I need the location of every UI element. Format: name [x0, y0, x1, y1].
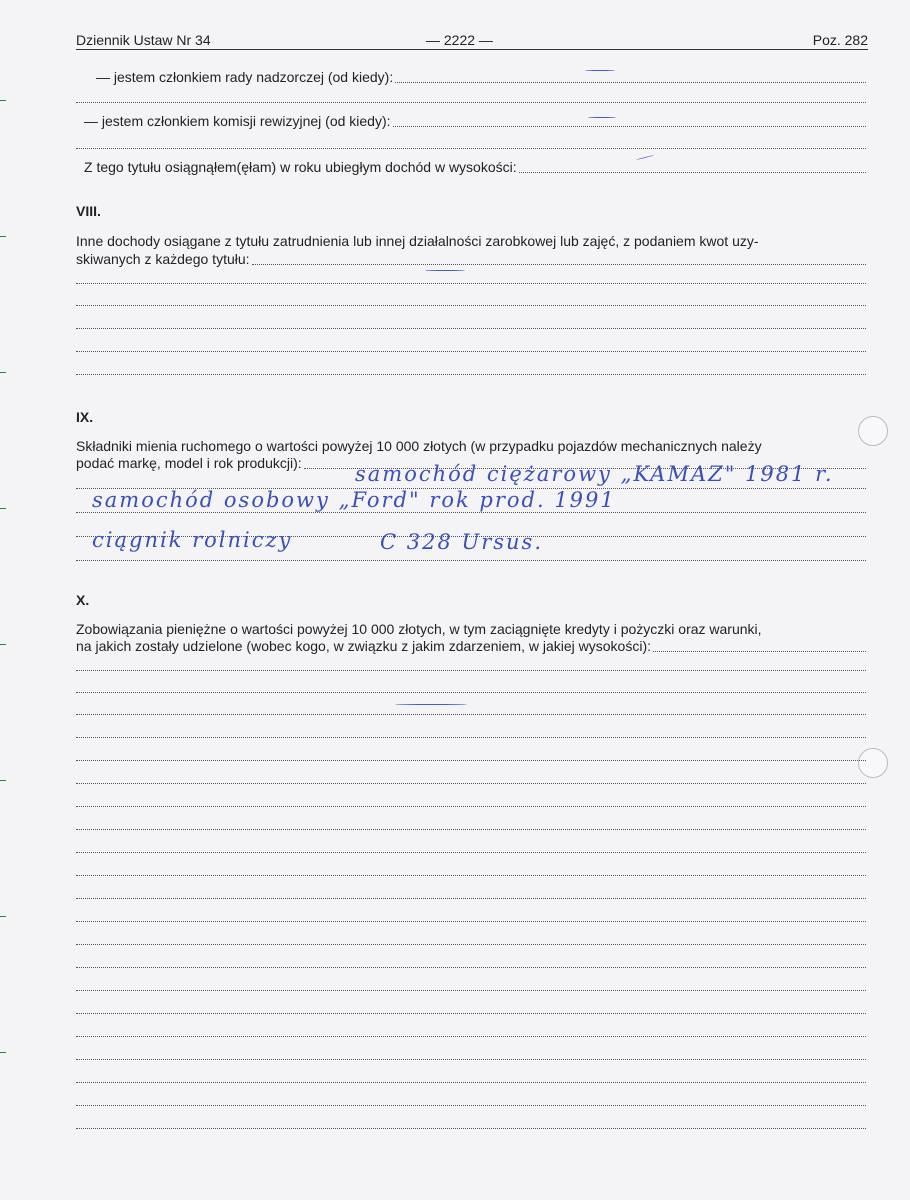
supervisory-board-row [96, 68, 866, 86]
edge-mark [0, 372, 6, 373]
fill-line[interactable] [76, 783, 866, 784]
fill-line[interactable] [76, 1105, 866, 1106]
handwritten-car: samochód osobowy „Ford" rok prod. 1991 [92, 488, 616, 512]
fill-line[interactable] [76, 670, 866, 671]
fill-line[interactable] [76, 737, 866, 738]
edge-mark [0, 236, 6, 237]
fill-line[interactable] [76, 944, 866, 945]
fill-line[interactable] [76, 560, 866, 561]
fill-line[interactable] [76, 328, 866, 329]
edge-mark [0, 916, 6, 917]
fill-line[interactable] [76, 990, 866, 991]
edge-mark [0, 508, 6, 509]
fill-line[interactable] [76, 374, 866, 375]
section-ix-text-line1: Składniki mienia ruchomego o wartości powyżej 10 000 złotych (w przypadku pojazdów mechanicznych należy [76, 438, 762, 454]
fill-line[interactable] [395, 68, 866, 83]
income-row [84, 158, 866, 176]
section-x-text-line2: na jakich zostały udzielone (wobec kogo, w związku z jakim zdarzeniem, w jakiej wysokości): [76, 638, 652, 654]
ink-dash [588, 117, 616, 118]
section-ix-text-line2: podać markę, model i rok produkcji): [76, 455, 302, 471]
fill-line[interactable] [76, 806, 866, 807]
edge-mark [0, 780, 6, 781]
fill-line[interactable] [76, 102, 866, 103]
fill-line[interactable] [76, 283, 866, 284]
section-x-text-row2 [76, 637, 866, 655]
fill-line[interactable] [76, 852, 866, 853]
section-heading-x: X. [76, 592, 90, 608]
fill-line[interactable] [519, 158, 866, 173]
section-x-text-line1: Zobowiązania pieniężne o wartości powyżej 10 000 złotych, w tym zaciągnięte kredyty i pożyczki oraz warunki, [76, 621, 762, 637]
fill-line[interactable] [76, 875, 866, 876]
fill-line[interactable] [76, 351, 866, 352]
page-number: — 2222 — [426, 32, 493, 48]
punch-hole [858, 748, 888, 778]
position-number: Poz. 282 [812, 32, 868, 48]
fill-line[interactable] [76, 1013, 866, 1014]
section-viii-text-line1: Inne dochody osiągane z tytułu zatrudnienia lub innej działalności zarobkowej lub zajęć, z podaniem kwot uzy- [76, 233, 759, 249]
handwritten-tractor-model: C 328 Ursus. [380, 530, 543, 554]
section-viii-text-row2 [76, 250, 866, 268]
fill-line[interactable] [76, 1036, 866, 1037]
ink-dash [585, 70, 615, 71]
supervisory-board-label: — jestem członkiem rady nadzorczej (od kiedy): [96, 69, 394, 85]
fill-line[interactable] [76, 148, 866, 149]
fill-line[interactable] [252, 250, 866, 265]
section-viii-text-line2: skiwanych z każdego tytułu: [76, 251, 250, 267]
journal-title: Dziennik Ustaw Nr 34 [76, 32, 211, 48]
section-heading-viii: VIII. [76, 203, 101, 219]
fill-line[interactable] [393, 112, 866, 127]
fill-line[interactable] [76, 921, 866, 922]
edge-mark [0, 644, 6, 645]
page-header [76, 28, 868, 50]
fill-line[interactable] [76, 829, 866, 830]
audit-committee-row [84, 112, 866, 130]
fill-line[interactable] [76, 1082, 866, 1083]
fill-line[interactable] [76, 692, 866, 693]
handwritten-truck: samochód ciężarowy „KAMAZ" 1981 r. [355, 462, 834, 486]
fill-line[interactable] [76, 967, 866, 968]
edge-mark [0, 100, 6, 101]
fill-line[interactable] [76, 760, 866, 761]
handwritten-tractor: ciągnik rolniczy [92, 528, 293, 552]
audit-committee-label: — jestem członkiem komisji rewizyjnej (od kiedy): [84, 113, 391, 129]
fill-line[interactable] [76, 512, 866, 513]
fill-line[interactable] [76, 898, 866, 899]
section-heading-ix: IX. [76, 409, 94, 425]
fill-line[interactable] [76, 1059, 866, 1060]
edge-mark [0, 1052, 6, 1053]
ink-dash [425, 270, 465, 271]
fill-line[interactable] [76, 714, 866, 715]
ink-dash [395, 704, 467, 705]
income-label: Z tego tytułu osiągnąłem(ęłam) w roku ubiegłym dochód w wysokości: [84, 159, 517, 175]
fill-line[interactable] [76, 305, 866, 306]
fill-line[interactable] [76, 1128, 866, 1129]
fill-line[interactable] [653, 637, 866, 652]
header-rule [76, 49, 868, 50]
